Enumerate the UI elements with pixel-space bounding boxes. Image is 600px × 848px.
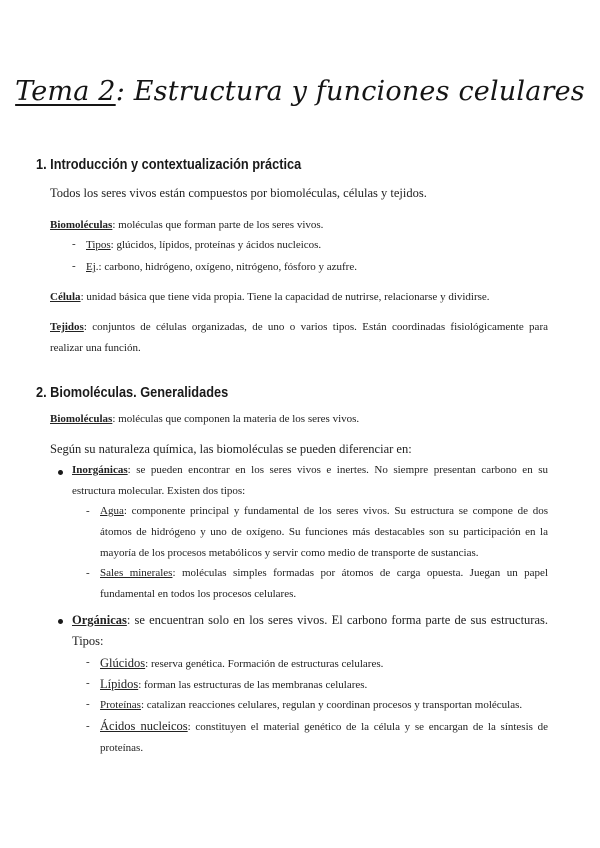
s1-tipos-label: Tipos	[86, 239, 111, 251]
s2-lipidos	[100, 677, 367, 693]
s1-tipos-text: : glúcidos, lípidos, proteínas y ácidos nucleicos.	[110, 239, 322, 251]
s2-agua	[100, 501, 548, 564]
s2-biomoleculas-text: : moléculas que componen la materia de los seres vivos.	[112, 413, 360, 425]
s1-celula	[50, 290, 490, 305]
dash-icon: -	[72, 260, 76, 272]
section1-heading: 1. Introducción y contextualización práctica	[36, 157, 302, 173]
dash-icon: -	[86, 677, 90, 689]
s2-acidos-label: Ácidos nucleicos	[100, 719, 188, 733]
s2-organicas-text: : se encuentran solo en los seres vivos. El carbono forma parte de sus estructuras. Tipos:	[72, 613, 548, 648]
s2-biomoleculas	[50, 412, 359, 427]
dash-icon: -	[86, 505, 90, 517]
s2-organicas-label: Orgánicas	[72, 613, 127, 627]
s1-celula-text: : unidad básica que tiene vida propia. Tiene la capacidad de nutrirse, relacionarse y dividirse.	[80, 291, 490, 303]
s1-ej-label: Ej	[86, 261, 96, 273]
s2-sales	[100, 563, 548, 605]
title-underlined: Tema 2	[15, 76, 116, 107]
s2-glucidos-label: Glúcidos	[100, 656, 146, 670]
s2-lipidos-label: Lípidos	[100, 677, 139, 691]
s1-tipos	[86, 238, 321, 253]
title-rest: : Estructura y funciones celulares	[115, 76, 585, 107]
s2-sales-text: : moléculas simples formadas por átomos de carga opuesta. Juegan un papel fundamental en todos los procesos celulares.	[100, 567, 548, 600]
s2-agua-label: Agua	[100, 505, 124, 517]
dash-icon: -	[86, 656, 90, 668]
s2-sales-label: Sales minerales	[100, 567, 173, 579]
s2-inorganicas-label: Inorgánicas	[72, 464, 128, 476]
s1-tejidos	[50, 317, 548, 359]
dash-icon: -	[86, 698, 90, 710]
page-title	[0, 76, 600, 107]
dash-icon: -	[86, 720, 90, 732]
s1-biomoleculas	[50, 218, 323, 233]
s2-acidos	[100, 716, 548, 759]
s2-glucidos-text: : reserva genética. Formación de estructuras celulares.	[145, 658, 384, 670]
section1-intro: Todos los seres vivos están compuestos por biomoléculas, células y tejidos.	[50, 186, 427, 200]
s2-lipidos-text: : forman las estructuras de las membranas celulares.	[138, 679, 368, 691]
s2-intro: Según su naturaleza química, las biomoléculas se pueden diferenciar en:	[50, 442, 412, 456]
s1-biomoleculas-label: Biomoléculas	[50, 219, 113, 231]
s2-glucidos	[100, 656, 383, 672]
s2-proteinas-label: Proteínas	[100, 699, 141, 711]
s2-agua-text: : componente principal y fundamental de los seres vivos. Su estructura se compone de dos átomos de hidrógeno y uno de oxígeno. Su funciones más destacables son su participación en la mayoría de los procesos metabólicos y servir como medio de transporte de sustancias.	[100, 505, 548, 559]
section2-heading: 2. Biomoléculas. Generalidades	[36, 385, 229, 401]
s2-organicas	[72, 610, 548, 652]
s2-inorganicas	[72, 460, 548, 502]
s1-ej	[86, 260, 357, 275]
s1-biomoleculas-text: : moléculas que forman parte de los seres vivos.	[112, 219, 324, 231]
bullet-icon	[58, 619, 63, 624]
bullet-icon	[58, 470, 63, 475]
dash-icon: -	[72, 238, 76, 250]
s2-biomoleculas-label: Biomoléculas	[50, 413, 113, 425]
s2-proteinas	[100, 698, 522, 713]
s1-ej-text: .: carbono, hidrógeno, oxígeno, nitrógeno, fósforo y azufre.	[95, 261, 357, 273]
s2-proteinas-text: : catalizan reacciones celulares, regulan y coordinan procesos y transportan moléculas.	[140, 699, 523, 711]
s2-acidos-text: : constituyen el material genético de la célula y se encargan de la síntesis de proteínas.	[100, 721, 548, 754]
dash-icon: -	[86, 567, 90, 579]
s1-celula-label: Célula	[50, 291, 81, 303]
s1-tejidos-text: : conjuntos de células organizadas, de uno o varios tipos. Están coordinadas fisiológicamente para realizar una función.	[50, 321, 548, 354]
s1-tejidos-label: Tejidos	[50, 321, 84, 333]
s2-inorganicas-text: : se pueden encontrar en los seres vivos e inertes. No siempre presentan carbono en su estructura molecular. Existen dos tipos:	[72, 464, 548, 497]
